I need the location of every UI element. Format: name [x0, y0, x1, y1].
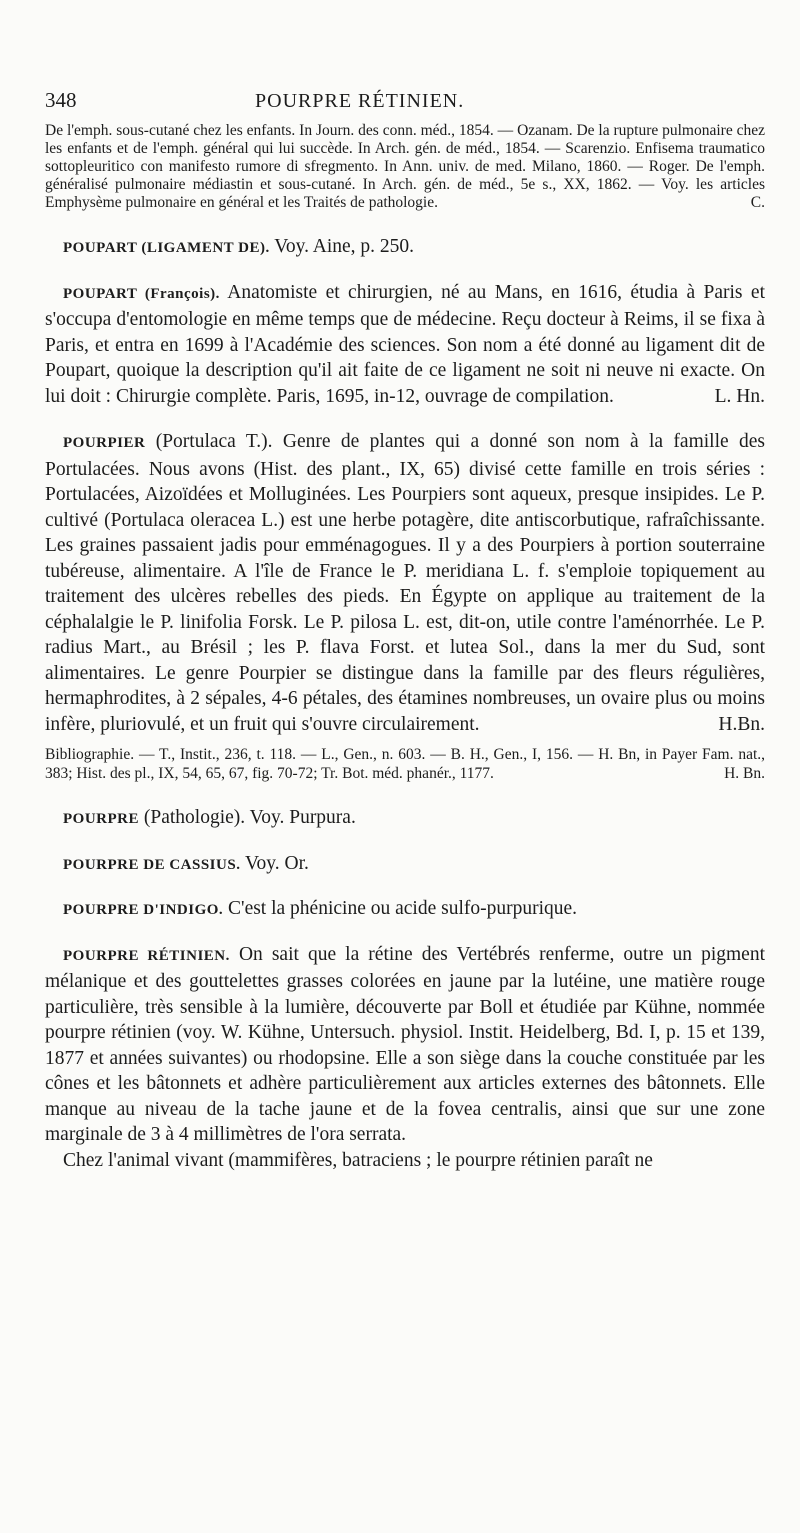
entry-signature: H.Bn.: [718, 713, 765, 735]
continuation-text: Chez l'animal vivant (mammifères, batraciens ; le pourpre rétinien paraît ne: [63, 1149, 653, 1171]
entry-pourpre-retinien-continuation: [45, 1148, 765, 1174]
entry-signature: L. Hn.: [714, 385, 765, 407]
entry-poupart-ligament: [45, 234, 765, 262]
entry-text: (Portulaca T.). Genre de plantes qui a donné son nom à la famille des Portulacées. Nous avons (Hist. des plant., IX, 65) divisé cette famille en trois séries : Portulacées, Aizoïdées et Molluginées. Les Pourpiers sont aqueux, presque insipides. Le P. cultivé (Portulaca oleracea L.) est une herbe potagère, dite antiscorbutique, rafraîchissante. Les graines passaient jadis pour emménagogues. Il y a des Pourpiers à portion souterraine tubéreuse, alimentaire. A l'île de France le P. meridiana L. f. s'emploie topiquement au traitement des ulcères rebelles des pieds. En Égypte on applique au traitement de la céphalalgie le P. linifolia Forsk. Le P. pilosa L. est, dit-on, utile contre l'aménorrhée. Le P. radius Mart., au Brésil ; les P. flava Forst. et lutea Sol., dans la mer du Sud, sont alimentaires. Le genre Pourpier se distingue dans la famille par des fleurs régulières, hermaphrodites, à 2 sépales, 4-6 pétales, des étamines nombreuses, un ovaire plus ou moins infère, pluriovulé, et un fruit qui s'ouvre circulairement.: [45, 431, 765, 735]
headword: POURPIER: [63, 435, 146, 451]
entry-text: (Pathologie). Voy. Purpura.: [143, 807, 356, 828]
headword: POURPRE DE CASSIUS.: [63, 856, 241, 873]
entry-text: On sait que la rétine des Vertébrés renferme, outre un pigment mélanique et des gouttelettes grasses colorées en jaune par la lutéine, une matière rouge particulière, très sensible à la lumière, découverte par Boll et étudiée par Kühne, nommée pourpre rétinien (voy. W. Kühne, Untersuch. physiol. Instit. Heidelberg, Bd. I, p. 15 et 139, 1877 et années suivantes) ou rhodopsine. Elle a son siège dans la couche constituée par les cônes et les bâtonnets et adhère particulièrement aux articles externes des bâtonnets. Elle manque au niveau de la tache jaune et de la fovea centralis, ainsi que sur une zone marginale de 3 à 4 millimètres de l'ora serrata.: [45, 943, 766, 1145]
entry-pourpre-indigo: [45, 896, 765, 924]
headword: POURPRE RÉTINIEN.: [63, 947, 230, 964]
top-note-text: De l'emph. sous-cutané chez les enfants. In Journ. des conn. méd., 1854. — Ozanam. De la rupture pulmonaire chez les enfants et de l'emph. général qui lui succède. In Arch. gén. de méd., 1854. — Scarenzio. Enfisema traumatico sottopleuritico con manifesto rumore di sfregmento. In Ann. univ. de med. Milano, 1860. — Roger. De l'emph. généralisé pulmonaire médiastin et sous-cutané. In Arch. gén. de méd., 5e s., XX, 1862. — Voy. les articles Emphysème pulmonaire en général et les Traités de pathologie.: [45, 122, 765, 211]
pourpier-bibliography: [45, 745, 765, 783]
entry-poupart-francois: [45, 280, 765, 410]
bibliography-text: Bibliographie. — T., Instit., 236, t. 118. — L., Gen., n. 603. — B. H., Gen., I, 156. — H. Bn, in Payer Fam. nat., 383; Hist. des pl., IX, 54, 65, 67, fig. 70-72; Tr. Bot. méd. phanér., 1177.: [45, 746, 765, 782]
bibliography-signature: H. Bn.: [724, 765, 765, 782]
entry-text: Anatomiste et chirurgien, né au Mans, en 1616, étudia à Paris et s'occupa d'entomologie en même temps que de médecine. Reçu docteur à Reims, il se fixa à Paris, et entra en 1699 à l'Académie des sciences. Son nom a été donné au ligament dit de Poupart, quoique la description qu'il ait faite de ce ligament ne soit ni neuve ni exacte. On lui doit : Chirurgie complète. Paris, 1695, in-12, ouvrage de compilation.: [45, 281, 765, 407]
dictionary-page: [45, 88, 765, 1173]
top-note-signature: C.: [750, 194, 765, 211]
running-title: POURPRE RÉTINIEN.: [255, 90, 465, 112]
entry-text: Voy. Aine, p. 250.: [274, 236, 415, 257]
entry-pourpre-retinien: [45, 942, 765, 1148]
entry-text: Voy. Or.: [244, 852, 309, 874]
headword: POUPART (François).: [63, 285, 220, 302]
entry-pourpre-cassius: [45, 851, 765, 879]
entry-pourpier: [45, 429, 765, 737]
headword: POURPRE: [63, 811, 139, 827]
entry-pourpre: [45, 805, 765, 833]
headword: POUPART (LIGAMENT DE).: [63, 240, 270, 256]
page-number: 348: [45, 88, 77, 112]
headword: POURPRE D'INDIGO.: [63, 902, 224, 918]
page-header: [45, 88, 765, 122]
entry-text: C'est la phénicine ou acide sulfo-purpurique.: [228, 898, 578, 919]
top-bibliography-note: [45, 122, 765, 212]
